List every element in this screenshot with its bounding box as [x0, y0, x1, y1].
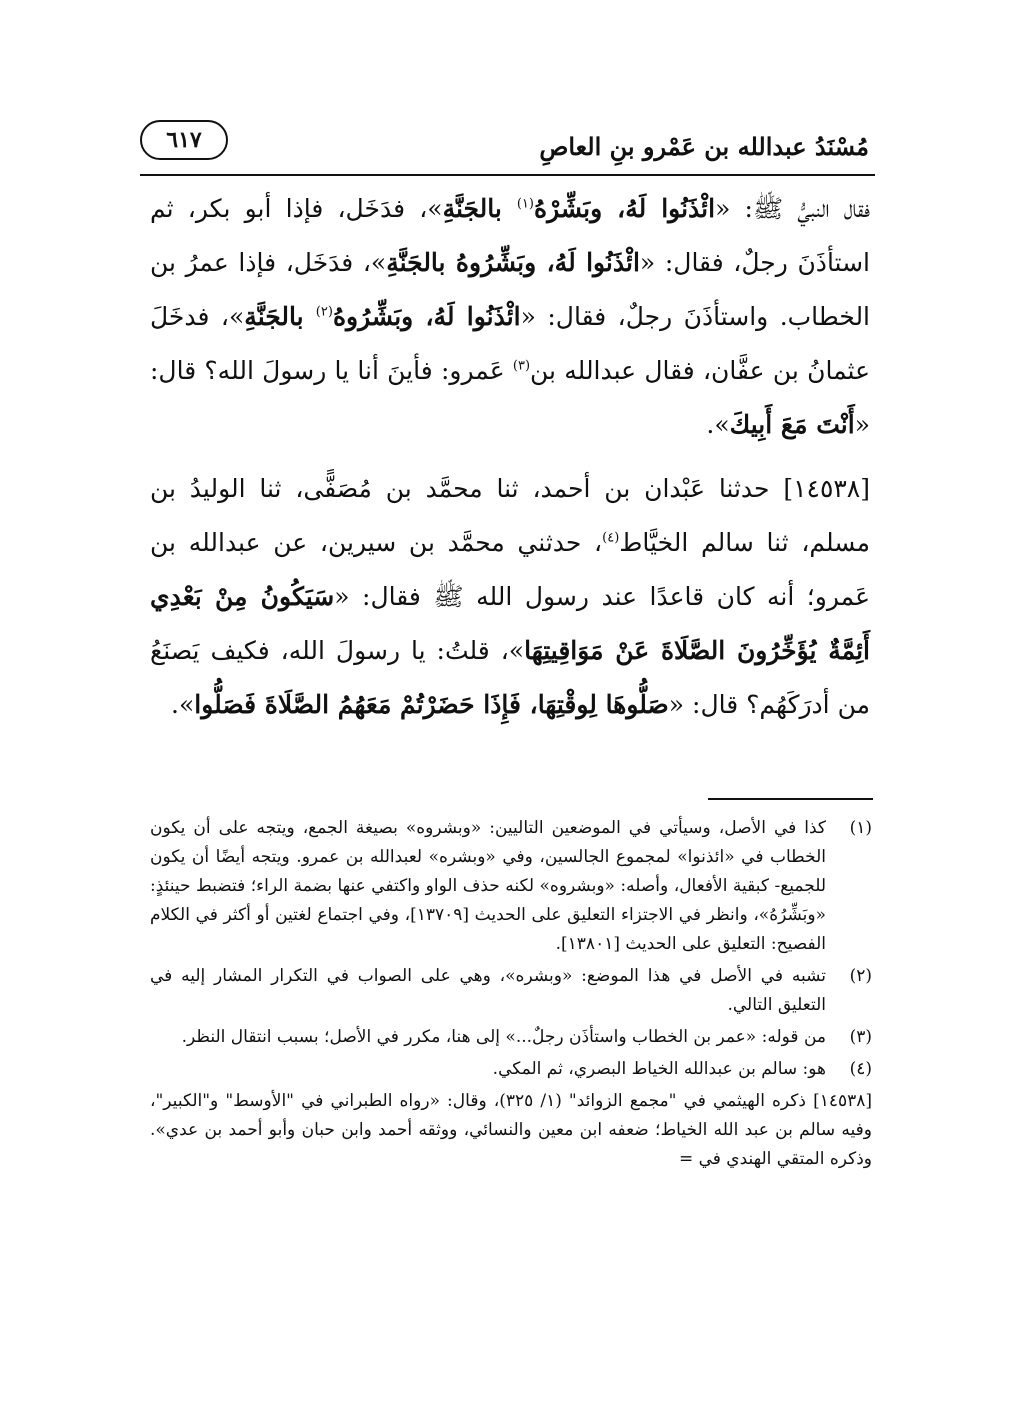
text-run: ، حدثني محمَّد بن سيرين، عن عبدالله بن عَمرو؛ أنه كان قاعدًا عند رسول الله ﷺ فقال: «	[150, 528, 870, 611]
page-number: ٦١٧	[140, 120, 228, 160]
prophetic-quote: أَنْتَ مَعَ أَبِيكَ	[729, 410, 855, 439]
footnote-ref-3: (٣)	[512, 358, 531, 374]
footnote-text: هو: سالم بن عبدالله الخياط البصري، ثم المكي.	[492, 1059, 826, 1079]
footnote-3	[150, 1023, 872, 1052]
main-text	[150, 182, 870, 732]
prophetic-quote: ائْذَنُوا لَهُ، وبَشِّرُوهُ	[332, 302, 521, 331]
text-run: ».	[706, 410, 730, 439]
footnote-1	[150, 814, 872, 959]
paragraph-1	[150, 182, 870, 452]
footnote-number: (٢)	[849, 966, 872, 986]
prophetic-quote: ائْذَنُوا لَهُ، وبَشِّرُوهُ بالجَنَّةِ	[386, 248, 640, 277]
footnotes	[150, 814, 872, 1174]
footnote-ref-4: (٤)	[602, 530, 620, 546]
prophetic-quote: سَيَكُونُ مِنْ بَعْدِي أَئِمَّةٌ يُؤَخِّرُونَ الصَّلَاةَ عَنْ مَوَاقِيتِهَا	[150, 582, 870, 665]
text-run: »، فدخَلَ عثمانُ بن عفَّان، فقال عبدالله بن	[150, 302, 870, 385]
footnote-number: (٤)	[849, 1059, 872, 1079]
page-header	[140, 118, 875, 180]
paragraph-2	[150, 462, 870, 732]
text-run: »، فدَخَل، فإذا عمرُ بن الخطاب. واستأذَنَ رجلٌ، فقال: «	[150, 248, 871, 331]
prophetic-quote: ائْذَنُوا لَهُ، وبَشِّرْهُ	[533, 194, 716, 223]
footnote-number: (٣)	[849, 1027, 872, 1047]
running-title: مُسْنَدُ عبدالله بن عَمْرو بنِ العاصِ	[539, 132, 869, 161]
footnote-2	[150, 962, 872, 1020]
hadith-number: [١٤٥٣٨]	[813, 1091, 872, 1111]
text-run: »، قلتُ: يا رسولَ الله، فكيف يَصنَعُ من أدرَكَهُم؟ قال: «	[150, 636, 870, 719]
footnote-text: كذا في الأصل، وسيأتي في الموضعين التاليين: «وبشروه» بصيغة الجمع، ويتجه على أن يكون الخطاب في «ائذنوا» لمجموع الجالسين، وفي «وبشره» لعبدالله بن عمرو. ويتجه أيضًا أن يكون للجميع- كبقية الأفعال، وأصله: «وبشروه» لكنه حذف الواو واكتفي عنها بضمة الراء؛ فتضبط حينئذٍ: «وبَشِّرُهُ»، وانظر في الاجتزاء التعليق على الحديث [١٣٧٠٩]، وفي اجتماع لغتين أو أكثر في الكلام الفصيح: التعليق على الحديث [١٣٨٠١].	[150, 818, 826, 954]
footnote-ref-2: (٢)	[315, 304, 333, 320]
footnote-4	[150, 1055, 872, 1084]
footnote-text: تشبه في الأصل في هذا الموضع: «وبشره»، وهي على الصواب في التكرار المشار إليه في التعليق التالي.	[150, 966, 826, 1015]
text-run: ».	[171, 690, 195, 719]
text-run: [١٤٥٣٨] حدثنا عَبْدان بن أحمد، ثنا محمَّد بن مُصَفًّى، ثنا الوليدُ بن مسلم، ثنا سالم الخيَّاط	[150, 474, 870, 557]
hadith-note-text: ذكره الهيثمي في "مجمع الزوائد" (١/ ٣٢٥)، وقال: «رواه الطبراني في "الأوسط" و"الكبير"، وفيه سالم بن عبد الله الخياط؛ ضعفه ابن معين والنسائي، ووثقه أحمد وابن حبان وأبو أحمد بن عدي». وذكره المتقي الهندي في =	[150, 1091, 872, 1169]
prophetic-quote: بالجَنَّةِ	[244, 302, 316, 331]
footnote-text: من قوله: «عمر بن الخطاب واستأذَن رجلٌ...» إلى هنا، مكرر في الأصل؛ بسبب انتقال النظر.	[181, 1027, 826, 1047]
footnote-number: (١)	[849, 818, 872, 838]
header-divider	[140, 174, 875, 176]
text-run: فقال النبيُّ ﷺ: «	[715, 194, 870, 223]
footnote-divider	[708, 798, 873, 800]
prophetic-quote: صَلُّوهَا لِوقْتِهَا، فَإِذَا حَضَرْتُمْ مَعَهُمُ الصَّلَاةَ فَصَلُّوا	[194, 690, 669, 719]
text-run: »، فدَخَل، فإذا أبو بكر، ثم استأذَنَ رجلٌ، فقال: «	[150, 194, 870, 277]
hadith-source-note	[150, 1087, 872, 1174]
footnote-ref-1: (١)	[516, 196, 534, 212]
text-run: عَمرو: فأينَ أنا يا رسولَ الله؟ قال: «	[150, 356, 870, 439]
prophetic-quote: بالجَنَّةِ	[442, 194, 517, 223]
